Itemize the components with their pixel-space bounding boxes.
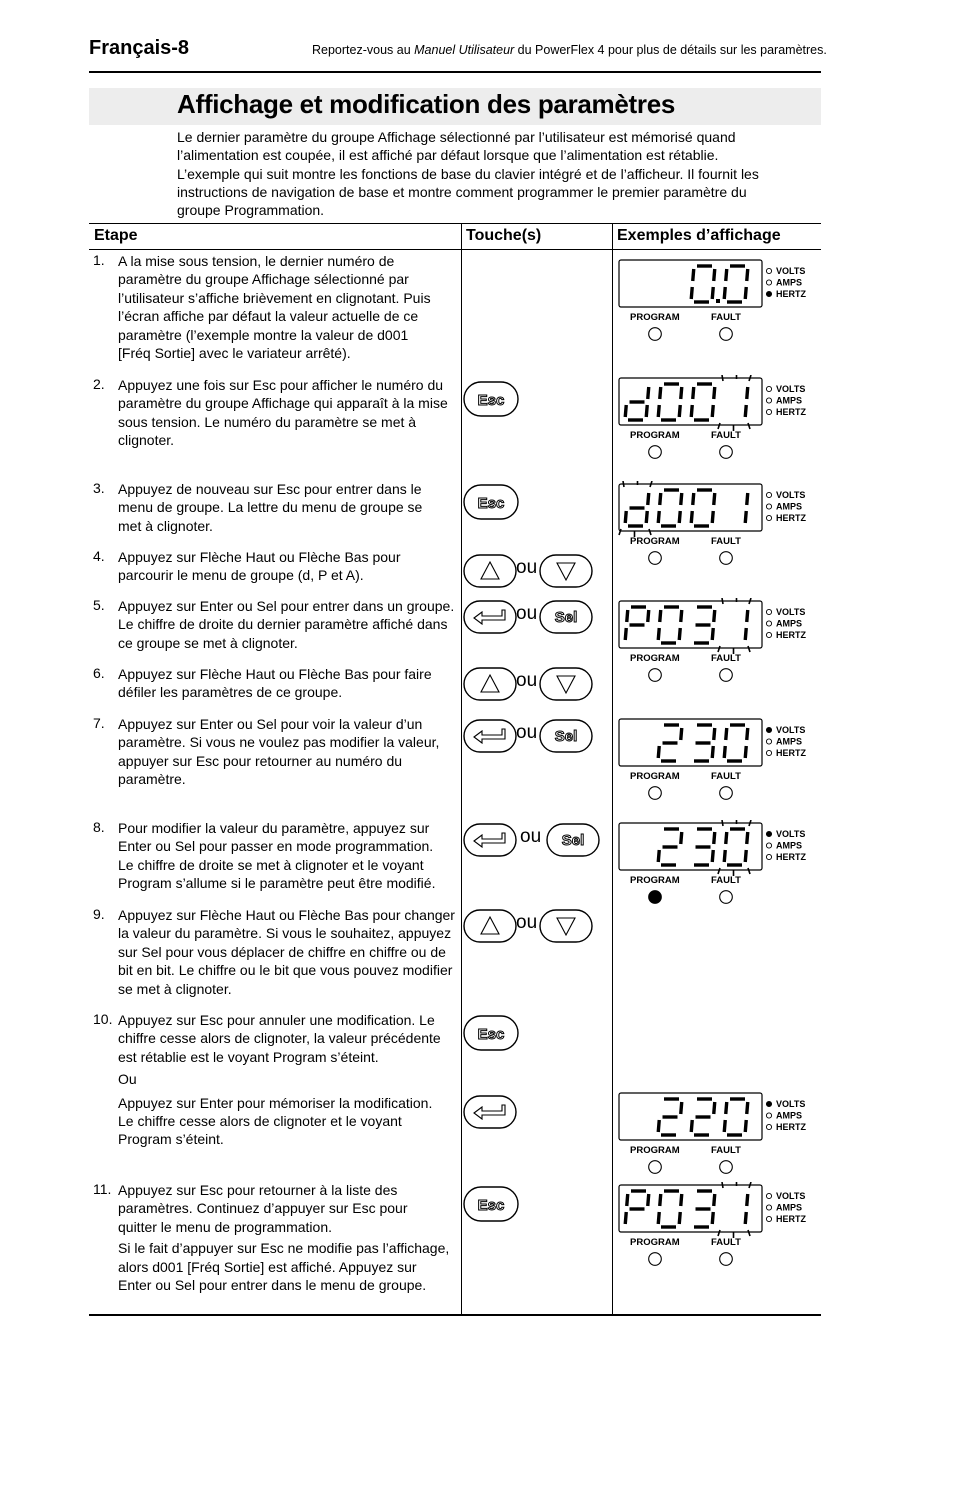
display-segment [714,269,715,281]
program-led-icon [649,328,662,341]
sel-key-icon [538,599,594,635]
hertz-indicator-icon [766,409,771,414]
or-label: ou [516,722,538,743]
step-line: Program s’éteint. [118,1131,224,1148]
or-label: ou [516,557,538,578]
volts-label: VOLTS [776,1099,806,1109]
display-segment [660,610,661,622]
display-segment [681,493,682,505]
display-segment [712,850,713,862]
step-line: Enter ou Sel pour passer en mode programmation. [118,838,434,855]
key-group-step-3 [462,483,522,528]
step-line: Le chiffre de droite se met à clignoter et le voyant [118,856,424,873]
down-arrow-key-icon [538,666,594,702]
hertz-indicator-icon [766,854,771,859]
display-segment [726,728,727,740]
table-header-rule [89,249,821,250]
amps-indicator-icon [766,739,771,744]
step-line: paramètre du groupe Affichage sélectionné par [118,271,409,288]
key-group-step-10-enter [462,1094,518,1135]
step-line: l’utilisateur s’affiche brièvement en clignotant. Puis [118,289,431,306]
step-text [118,665,458,702]
reference-note: Reportez-vous au Manuel Utilisateur du PowerFlex 4 pour plus de détails sur les paramètres. [312,43,827,57]
hertz-label: HERTZ [776,1214,806,1224]
step-number: 2. [93,376,105,392]
step-line: Program s’allume si le paramètre peut être modifié. [118,875,436,892]
display-segment [660,387,661,399]
volts-indicator-icon [766,727,771,732]
hertz-indicator-icon [766,1124,771,1129]
step-number: 11. [93,1181,112,1197]
step-line: Le chiffre cesse alors de clignoter et le voyant [118,1113,402,1130]
down-arrow-key-icon [538,553,594,589]
fault-label: FAULT [711,1145,741,1156]
step-text [118,1011,458,1149]
step-line: quitter le menu de programmation. [118,1218,332,1235]
volts-indicator-icon [766,386,771,391]
key-group-step-11 [462,1185,522,1230]
step-line: paramètre du groupe Affichage qui apparaît à la mise [118,395,448,412]
display-segment [745,850,746,862]
fault-led-icon [720,1253,733,1266]
hertz-label: HERTZ [776,513,806,523]
display-segment [627,610,628,622]
amps-label: AMPS [776,736,803,747]
display-segment [724,746,725,758]
program-led-icon [649,891,662,904]
amps-label: AMPS [776,1110,803,1121]
display-segment [658,1120,659,1132]
volts-indicator-icon [766,492,771,497]
display-segment [745,628,746,640]
display-segment [745,511,746,523]
step-line: Appuyez sur Flèche Haut ou Flèche Bas pour faire [118,666,432,682]
column-header-display: Exemples d’affichage [617,227,781,244]
hertz-indicator-icon [766,632,771,637]
drive-display-icon [616,598,816,690]
drive-display-icon [616,257,816,349]
display-segment [646,405,647,417]
display-segment [658,405,659,417]
drive-display-icon [616,820,816,912]
step-number: 3. [93,480,105,496]
step-line: bit en bit. Le chiffre ou le bit que vous pouvez modifier [118,962,453,979]
hertz-label: HERTZ [776,1122,806,1132]
volts-indicator-icon [766,268,771,273]
volts-label: VOLTS [776,1191,806,1201]
amps-indicator-icon [766,504,771,509]
display-segment [627,1194,628,1206]
display-segment [648,493,649,505]
hertz-label: HERTZ [776,407,806,417]
fault-led-icon [720,328,733,341]
step-line: paramètre. Si vous ne voulez pas modifier la valeur, [118,734,440,751]
amps-label: AMPS [776,501,803,512]
drive-display-icon [616,716,816,808]
program-led-icon [649,446,662,459]
display-segment [658,850,659,862]
program-led-icon [649,1253,662,1266]
step-line: défiler les paramètres de ce groupe. [118,684,343,701]
display-segment [745,405,746,417]
down-arrow-key-icon [538,908,594,944]
fault-led-icon [720,891,733,904]
display-segment [747,1194,748,1206]
blink-mark [623,481,624,487]
fault-led-icon [720,1161,733,1174]
display-segment [712,1212,713,1224]
step-line: Appuyez sur Enter pour mémoriser la modification. [118,1094,433,1111]
display-example-step-10 [616,1090,816,1187]
display-segment [646,511,647,523]
display-segment [660,493,661,505]
hertz-indicator-icon [766,750,771,755]
hertz-indicator-icon [766,291,771,296]
display-segment [747,387,748,399]
fault-label: FAULT [711,1237,741,1248]
hertz-label: HERTZ [776,289,806,299]
program-led-icon [649,1161,662,1174]
display-segment [714,832,715,844]
fault-label: FAULT [711,875,741,886]
volts-label: VOLTS [776,607,806,617]
display-segment [681,610,682,622]
or-label: ou [516,603,538,624]
display-segment [714,728,715,740]
display-segment [714,493,715,505]
volts-indicator-icon [766,1193,771,1198]
display-segment [693,269,694,281]
program-led-icon [649,669,662,682]
display-segment [691,405,692,417]
display-segment [625,628,626,640]
display-example-step-1 [616,257,816,354]
program-led-icon [649,787,662,800]
drive-display-icon [616,1090,816,1182]
program-label: PROGRAM [630,312,680,323]
display-segment [712,746,713,758]
step-line: met à clignoter. [118,517,213,534]
program-led-icon [649,552,662,565]
step-line: Appuyez une fois sur Esc pour afficher le numéro du [118,377,444,393]
program-label: PROGRAM [630,1145,680,1156]
step-line: [Fréq Sortie] avec le variateur arrêté). [118,345,351,362]
up-arrow-key-icon [462,908,518,944]
or-label: ou [516,670,538,691]
step-line: la valeur du paramètre. Si vous le souhaitez, appuyez [118,925,452,942]
display-segment [714,610,715,622]
amps-label: AMPS [776,277,803,288]
fault-led-icon [720,552,733,565]
step-number: 10. [93,1011,113,1027]
amps-label: AMPS [776,1202,803,1213]
section-label: Français-8 [89,37,190,59]
display-segment [625,405,626,417]
step-line: Enter ou Sel pour entrer dans le menu de groupe. [118,1277,427,1294]
enter-key-icon [462,822,518,858]
step-line: Appuyez sur Esc pour retourner à la liste des [118,1182,398,1198]
up-arrow-key-icon [462,666,518,702]
up-arrow-key-icon [462,553,518,589]
display-segment [648,1194,649,1206]
fault-led-icon [720,787,733,800]
display-segment [681,387,682,399]
hertz-label: HERTZ [776,748,806,758]
step-line: est rétablie est le voyant Program s’éteint. [118,1048,379,1065]
step-line: sous tension. Le numéro du paramètre se met à [118,413,417,430]
display-segment [712,405,713,417]
enter-key-icon [462,718,518,754]
step-text [118,906,458,998]
display-segment [726,832,727,844]
step-line: paramètre. [118,771,186,788]
display-segment [679,405,680,417]
volts-label: VOLTS [776,266,806,276]
display-segment [747,493,748,505]
key-group-step-7 [462,718,594,754]
display-segment [714,1194,715,1206]
display-segment [658,628,659,640]
amps-label: AMPS [776,840,803,851]
display-example-step-11 [616,1182,816,1279]
step-line: ce groupe se met à clignoter. [118,634,298,651]
display-example-step-3 [616,481,816,578]
key-group-step-8 [462,822,601,858]
display-segment [747,269,748,281]
step-line: Appuyez sur Flèche Haut ou Flèche Bas pour [118,549,401,565]
step-number: 8. [93,819,105,835]
hertz-indicator-icon [766,515,771,520]
column-header-keys: Touche(s) [466,227,542,244]
step-text [118,548,458,585]
display-segment [747,610,748,622]
sel-key-icon [545,822,601,858]
key-group-step-5 [462,599,594,635]
display-segment [745,1120,746,1132]
display-segment [691,287,692,299]
table-top-rule [89,223,821,224]
step-line: Appuyez sur Flèche Haut ou Flèche Bas pour changer [118,907,455,923]
program-label: PROGRAM [630,875,680,886]
drive-display-icon [616,481,816,573]
key-group-step-6 [462,666,594,702]
enter-key-icon [462,1094,518,1130]
display-segment [660,1194,661,1206]
step-text [118,715,458,789]
display-segment [681,1194,682,1206]
step-line: A la mise sous tension, le dernier numéro de [118,253,395,269]
step-line: Si le fait d’appuyer sur Esc ne modifie pas l’affichage, [118,1240,450,1257]
display-segment [648,387,649,399]
volts-indicator-icon [766,609,771,614]
or-label: ou [520,826,542,847]
fault-label: FAULT [711,653,741,664]
amps-label: AMPS [776,395,803,406]
step-line: paramètres. Continuez d’appuyer sur Esc pour [118,1200,408,1217]
step-line: menu de groupe. La lettre du menu de groupe se [118,499,423,516]
volts-label: VOLTS [776,829,806,839]
display-segment [679,628,680,640]
blink-mark [722,375,723,381]
display-segment [691,1120,692,1132]
display-segment [679,511,680,523]
step-line: sur Sel pour vous déplacer de chiffre en chiffre ou de [118,943,446,960]
step-text [118,252,458,362]
display-segment [724,1120,725,1132]
fault-label: FAULT [711,312,741,323]
display-segment [648,610,649,622]
display-segment [658,511,659,523]
display-segment [747,1102,748,1114]
display-segment [625,1212,626,1224]
display-segment [714,387,715,399]
step-text [118,819,458,893]
blink-mark [722,598,723,604]
step-number: 9. [93,906,105,922]
drive-display-icon [616,375,816,467]
display-segment [691,511,692,523]
step-number: 1. [93,252,105,268]
display-segment [625,511,626,523]
hertz-indicator-icon [766,1216,771,1221]
display-segment [747,728,748,740]
display-segment [681,1102,682,1114]
display-segment [658,746,659,758]
blink-mark [722,1182,723,1188]
column-header-step: Etape [94,227,138,244]
esc-key-icon [462,380,522,420]
column-divider [612,224,613,1315]
step-line: Pour modifier la valeur du paramètre, appuyez sur [118,820,430,836]
step-line: Appuyez sur Enter ou Sel pour entrer dans un groupe. [118,598,455,614]
program-label: PROGRAM [630,653,680,664]
key-group-step-10-esc [462,1014,522,1059]
program-label: PROGRAM [630,536,680,547]
step-line: parcourir le menu de groupe (d, P et A). [118,567,364,584]
step-text [118,597,458,652]
step-number: 5. [93,597,105,613]
display-segment [658,1212,659,1224]
esc-key-icon [462,1014,522,1054]
table-bottom-rule [89,1314,821,1316]
display-example-step-7 [616,716,816,813]
volts-indicator-icon [766,831,771,836]
step-line: Appuyez sur Esc pour annuler une modification. Le [118,1012,435,1028]
header-rule [89,71,821,73]
amps-indicator-icon [766,621,771,626]
display-segment [747,832,748,844]
step-number: 6. [93,665,105,681]
step-text [118,480,458,535]
program-label: PROGRAM [630,771,680,782]
step-line: l’écran affiche par défaut la valeur actuelle de ce [118,308,419,325]
display-segment [681,832,682,844]
decimal-point [716,299,720,303]
display-example-step-5 [616,598,816,695]
display-segment [745,1212,746,1224]
display-example-step-2 [616,375,816,472]
step-line: Le chiffre de droite du dernier paramètre affiché dans [118,616,448,633]
volts-label: VOLTS [776,384,806,394]
volts-indicator-icon [766,1101,771,1106]
drive-display-icon [616,1182,816,1274]
hertz-label: HERTZ [776,852,806,862]
step-line: paramètre (l’exemple montre la valeur de d001 [118,326,409,343]
display-segment [745,746,746,758]
display-example-step-8 [616,820,816,917]
step-number: 4. [93,548,105,564]
amps-indicator-icon [766,398,771,403]
display-segment [714,1102,715,1114]
step-line: chiffre cesse alors de clignoter, la valeur précédente [118,1030,441,1047]
hertz-label: HERTZ [776,630,806,640]
display-segment [745,287,746,299]
display-segment [712,287,713,299]
step-text [118,1181,458,1294]
display-segment [679,1212,680,1224]
step-line: Appuyez de nouveau sur Esc pour entrer dans le [118,481,422,497]
display-segment [724,287,725,299]
step-line: appuyer sur Esc pour retourner au numéro du [118,752,403,769]
or-separator: Ou [118,1071,137,1088]
program-label: PROGRAM [630,1237,680,1248]
fault-led-icon [720,669,733,682]
amps-label: AMPS [776,618,803,629]
display-segment [693,493,694,505]
blink-mark [722,820,723,826]
step-number: 7. [93,715,105,731]
key-group-step-2 [462,380,522,425]
key-group-step-9 [462,908,594,944]
volts-label: VOLTS [776,490,806,500]
esc-key-icon [462,1185,522,1225]
intro-paragraph: Le dernier paramètre du groupe Affichage sélectionné par l’utilisateur est mémorisé quand l’alimentation est coupée, il est affiché par défaut lorsque que l’alimentation est rétablie. L’exemple qui suit montre les fonctions de base du clavier intégré et de l’afficheur. Il fournit les instructions de navigation de base et montre comment programmer le premier paramètre du groupe Programmation. [177,129,759,219]
amps-indicator-icon [766,280,771,285]
display-segment [726,1102,727,1114]
fault-label: FAULT [711,536,741,547]
step-line: Appuyez sur Enter ou Sel pour voir la valeur d’un [118,716,423,732]
volts-label: VOLTS [776,725,806,735]
page-title: Affichage et modification des paramètres [177,89,676,119]
display-segment [726,269,727,281]
display-segment [693,387,694,399]
step-line: clignoter. [118,432,175,449]
fault-label: FAULT [711,430,741,441]
sel-key-icon [538,718,594,754]
step-text [118,376,458,450]
amps-indicator-icon [766,1205,771,1210]
amps-indicator-icon [766,843,771,848]
key-group-step-4 [462,553,594,589]
enter-key-icon [462,599,518,635]
display-segment [724,850,725,862]
program-label: PROGRAM [630,430,680,441]
display-segment [712,628,713,640]
display-segment [712,511,713,523]
step-line: alors d001 [Fréq Sortie] est affiché. Appuyez sur [118,1258,417,1275]
step-line: se met à clignoter. [118,980,232,997]
esc-key-icon [462,483,522,523]
fault-label: FAULT [711,771,741,782]
or-label: ou [516,912,538,933]
amps-indicator-icon [766,1113,771,1118]
display-segment [681,728,682,740]
fault-led-icon [720,446,733,459]
